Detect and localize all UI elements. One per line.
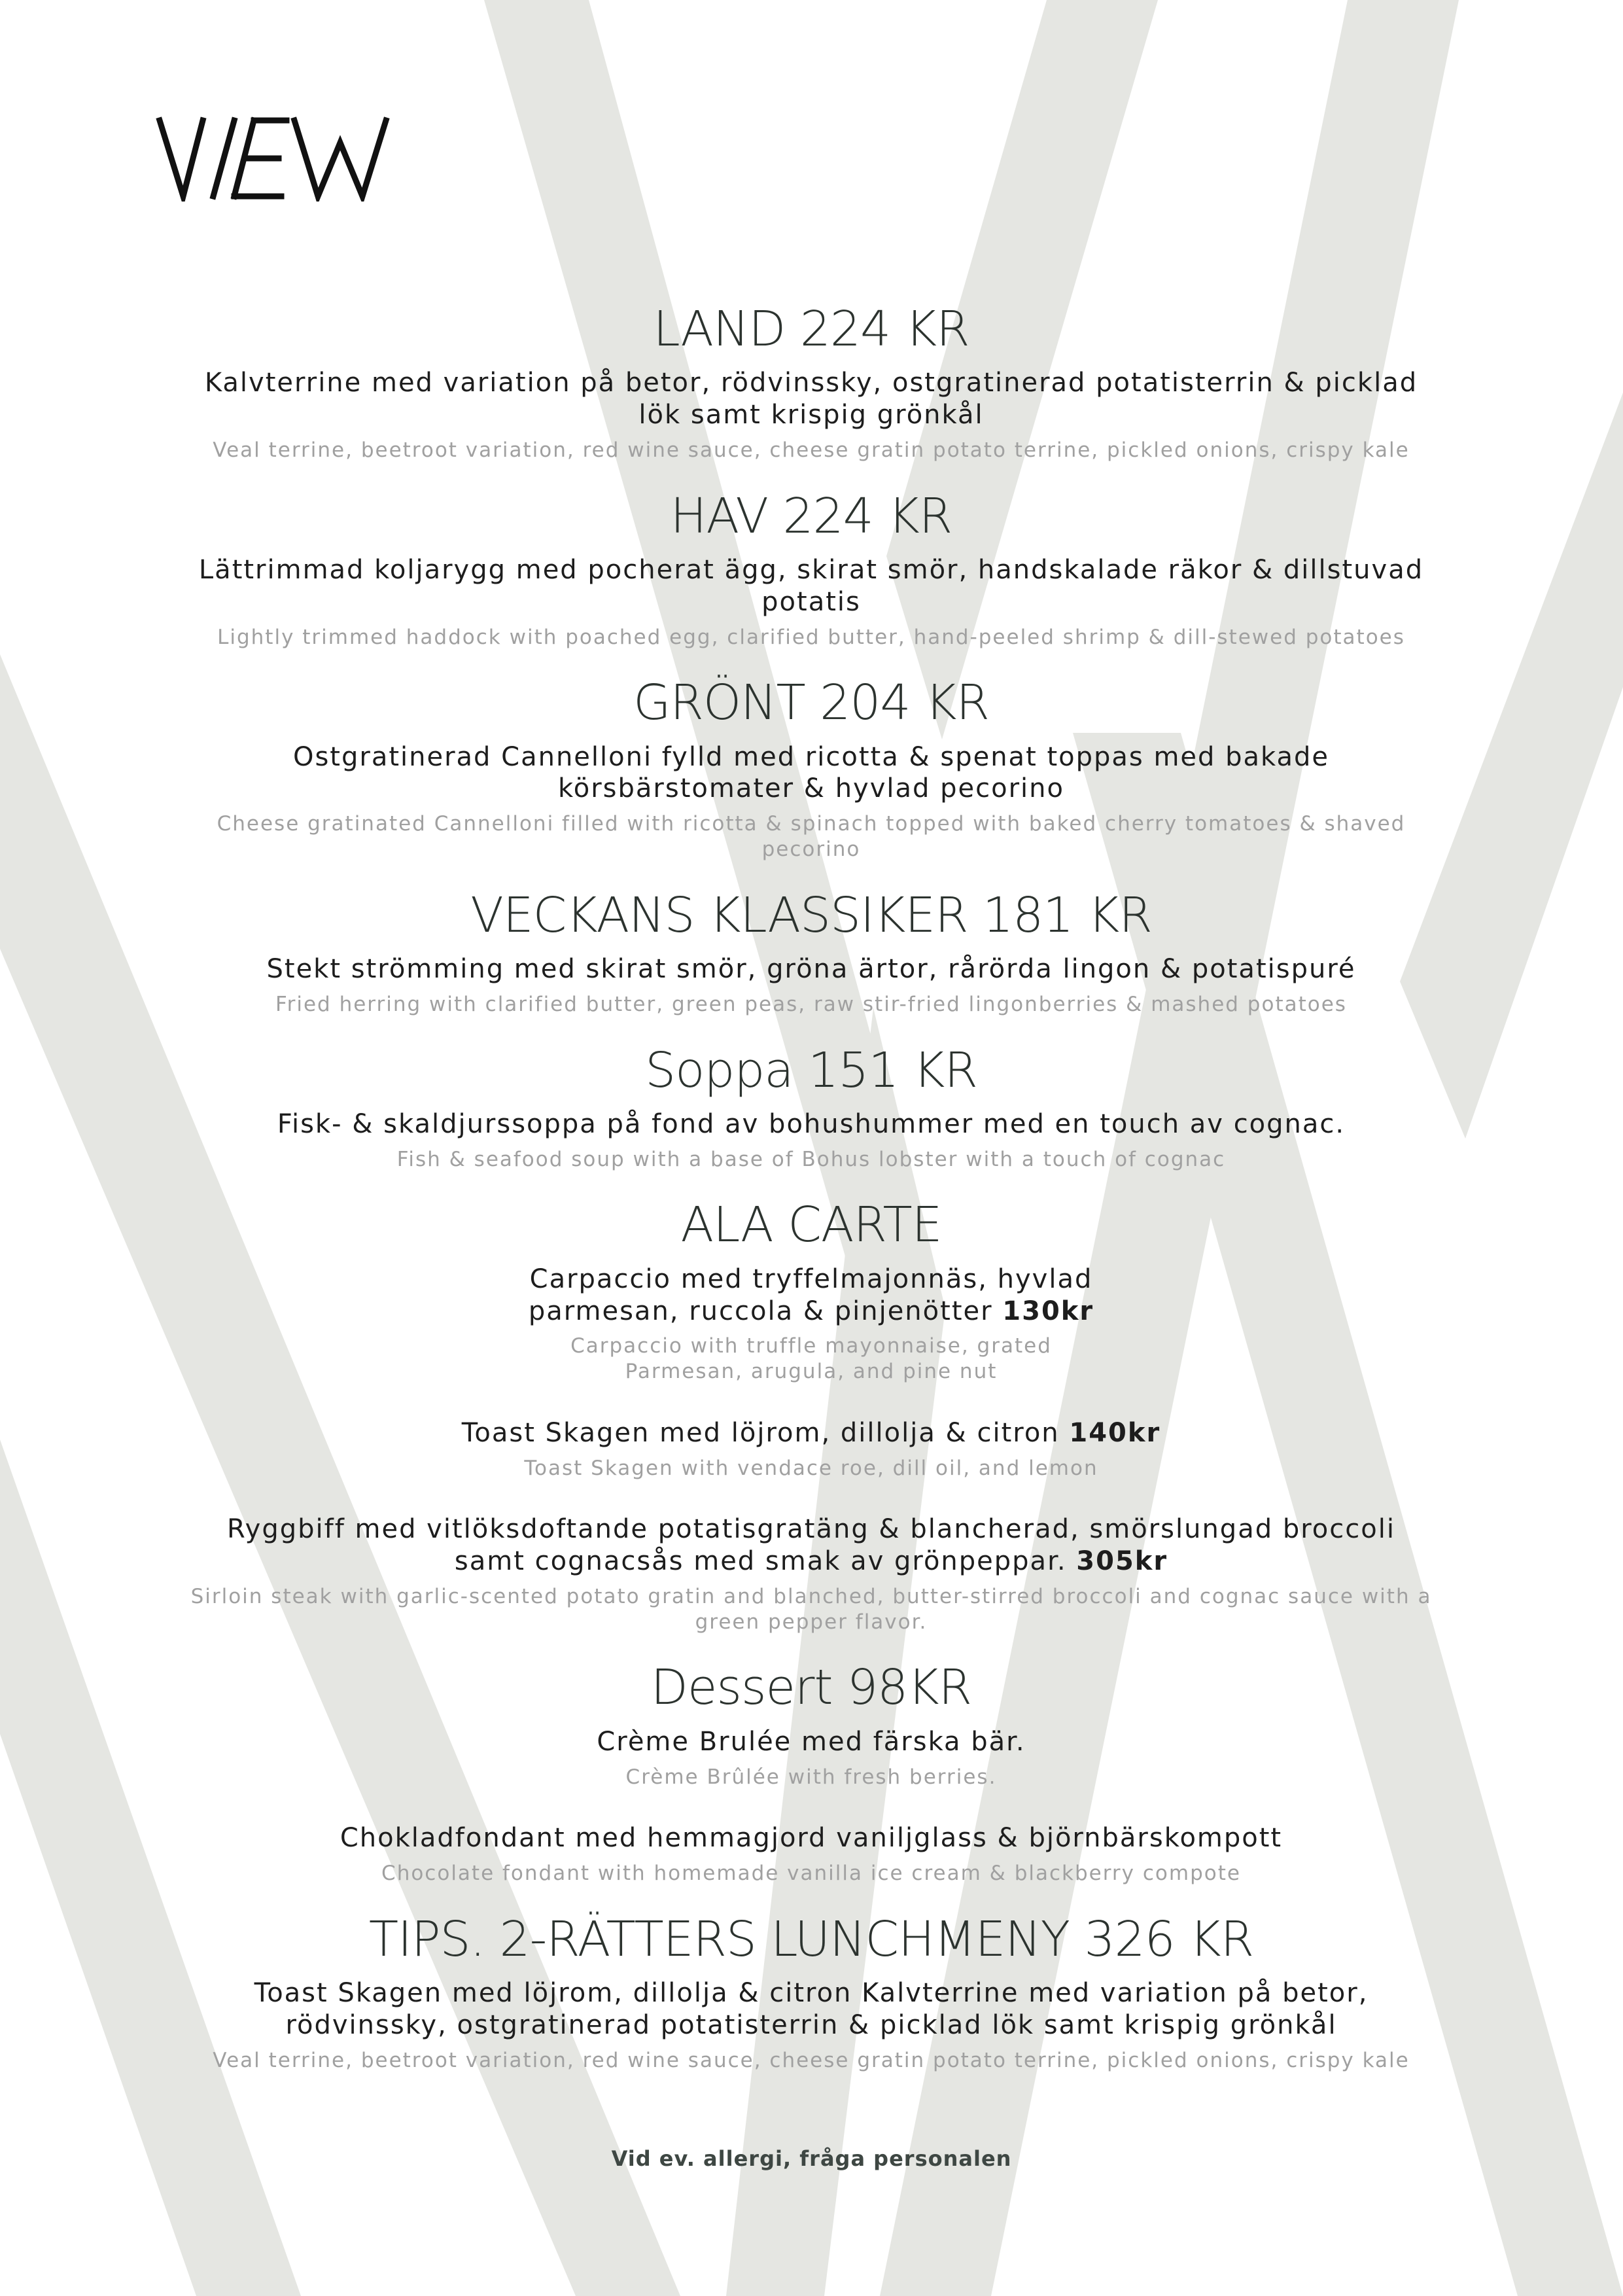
dish-description-sv: Crème Brulée med färska bär. xyxy=(597,1726,1026,1757)
dish-description-en: Fried herring with clarified butter, green peas, raw stir-fried lingonberries & mashed potatoes xyxy=(275,992,1347,1016)
dish-description-sv: Kalvterrine med variation på betor, rödvinssky, ostgratinerad potatisterrin & picklad lök samt krispig grönkål xyxy=(204,368,1418,431)
menu-item xyxy=(190,1822,1433,1886)
section-dessert xyxy=(190,1659,1433,1886)
dish-description-en: Veal terrine, beetroot variation, red wine sauce, cheese gratin potato terrine, pickled onions, crispy kale xyxy=(213,438,1410,462)
section-title: Dessert 98KR xyxy=(650,1659,972,1716)
dish-description-sv: Lättrimmad koljarygg med pocherat ägg, skirat smör, handskalade räkor & dillstuvad potatis xyxy=(198,554,1424,617)
section-title: ALA CARTE xyxy=(680,1197,942,1254)
menu-item xyxy=(190,1726,1433,1790)
menu-content xyxy=(190,301,1433,2098)
dish-description-sv xyxy=(190,1513,1433,1578)
menu-item xyxy=(190,1513,1433,1634)
dish-description-en: Toast Skagen with vendace roe, dill oil, and lemon xyxy=(524,1456,1098,1480)
dish-description-sv: Toast Skagen med löjrom, dillolja & citron Kalvterrine med variation på betor, rödvinssky, ostgratinerad potatisterrin & picklad lök samt krispig grönkål xyxy=(254,1978,1369,2040)
dish-description-en: Crème Brûlée with fresh berries. xyxy=(625,1765,997,1789)
dish-description-en: Chocolate fondant with homemade vanilla ice cream & blackberry compote xyxy=(381,1862,1241,1886)
dish-price: 140kr xyxy=(1069,1417,1161,1448)
dish-price: 305kr xyxy=(1076,1546,1168,1577)
section-title: HAV 224 KR xyxy=(670,487,952,544)
section-soppa xyxy=(190,1042,1433,1173)
menu-item xyxy=(190,1263,1433,1385)
section-land xyxy=(190,301,1433,463)
section-tips-lunchmeny xyxy=(190,1911,1433,2074)
section-ala-carte xyxy=(190,1197,1433,1634)
section-gront xyxy=(190,675,1433,862)
dish-description-sv xyxy=(190,1417,1433,1449)
section-title: GRÖNT 204 KR xyxy=(633,675,989,732)
dish-price: 130kr xyxy=(1002,1296,1094,1326)
menu-item xyxy=(190,1417,1433,1481)
section-title: Soppa 151 KR xyxy=(645,1042,977,1099)
dish-text: Toast Skagen med löjrom, dillolja & citron xyxy=(461,1417,1060,1448)
dish-description-sv: Stekt strömming med skirat smör, gröna ärtor, rårörda lingon & potatispuré xyxy=(266,954,1356,985)
dish-text: Carpaccio med tryffelmajonnäs, hyvlad parmesan, ruccola & pinjenötter xyxy=(528,1263,1093,1326)
dish-description-sv: Fisk- & skaldjurssoppa på fond av bohushummer med en touch av cognac. xyxy=(277,1108,1346,1139)
dish-description-en: Carpaccio with truffle mayonnaise, grated Parmesan, arugula, and pine nut xyxy=(570,1334,1052,1384)
dish-description-sv: Ostgratinerad Cannelloni fylld med ricotta & spenat toppas med bakade körsbärstomater & hyvlad pecorino xyxy=(292,741,1330,804)
view-logo xyxy=(156,116,391,202)
dish-description-en: Sirloin steak with garlic-scented potato gratin and blanched, butter-stirred broccoli and cognac sauce with a green pepper flavor. xyxy=(190,1584,1432,1634)
section-title: VECKANS KLASSIKER 181 KR xyxy=(470,887,1152,944)
dish-description-en: Cheese gratinated Cannelloni filled with ricotta & spinach topped with baked cherry tomatoes & shaved pecorino xyxy=(217,812,1406,861)
dish-description-sv xyxy=(190,1263,1433,1328)
dish-description-en: Veal terrine, beetroot variation, red wine sauce, cheese gratin potato terrine, pickled onions, crispy kale xyxy=(213,2048,1410,2072)
section-hav xyxy=(190,488,1433,650)
dish-description-en: Lightly trimmed haddock with poached egg, clarified butter, hand-peeled shrimp & dill-stewed potatoes xyxy=(217,625,1405,649)
section-title: LAND 224 KR xyxy=(653,301,969,357)
allergy-note: Vid ev. allergi, fråga personalen xyxy=(611,2146,1012,2171)
section-title: TIPS. 2-RÄTTERS LUNCHMENY 326 KR xyxy=(368,1911,1254,1968)
watermark-stroke xyxy=(1400,393,1623,1139)
dish-description-sv: Chokladfondant med hemmagjord vaniljglass & björnbärskompott xyxy=(340,1823,1283,1854)
section-veckans-klassiker xyxy=(190,887,1433,1017)
dish-text: Ryggbiff med vitlöksdoftande potatisgratäng & blancherad, smörslungad broccoli samt cognacsås med smak av grönpeppar. xyxy=(227,1514,1395,1577)
dish-description-en: Fish & seafood soup with a base of Bohus lobster with a touch of cognac xyxy=(396,1147,1226,1171)
